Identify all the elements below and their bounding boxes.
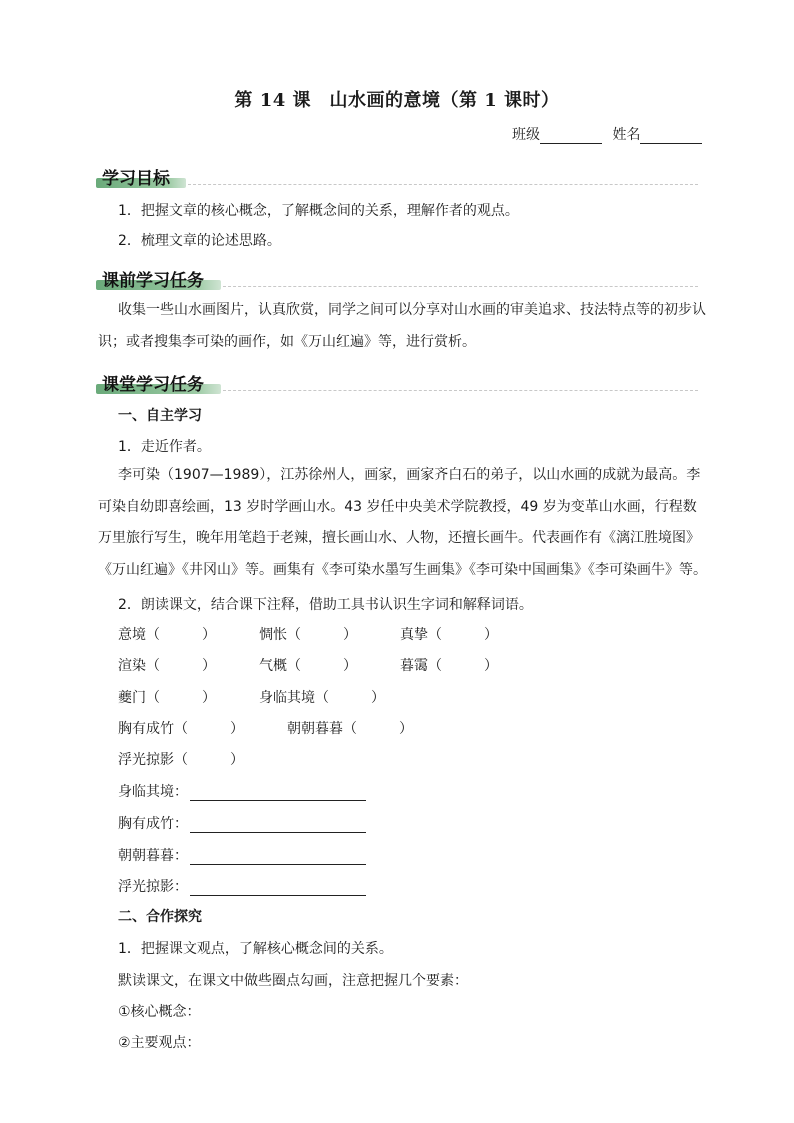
definition-row — [118, 876, 366, 896]
heading-label: 课前学习任务 — [102, 271, 204, 291]
page-title: 第 14 课 山水画的意境（第 1 课时） — [234, 90, 560, 111]
vocab-item[interactable]: 渲染（ ） — [118, 658, 216, 674]
definition-term: 身临其境： — [118, 784, 188, 800]
definition-term: 朝朝暮暮： — [118, 848, 188, 864]
definition-blank[interactable] — [190, 881, 366, 896]
goal-item: 1．把握文章的核心概念，了解概念间的关系，理解作者的观点。 — [118, 203, 519, 219]
coop-instruction: 默读课文，在课文中做些圈点勾画，注意把握几个要素： — [118, 973, 468, 989]
definition-blank[interactable] — [190, 786, 366, 801]
part1-heading: 一、自主学习 — [118, 408, 202, 424]
author-paragraph: 李可染（1907—1989），江苏徐州人，画家，画家齐白石的弟子，以山水画的成就为最高。李可染自幼即喜绘画，13 岁时学画山水。43 岁任中央美术学院教授，49 岁为变革山水画，行程数万里旅行写生，晚年用笔趋于老辣，擅长画山水、人物，还擅长画牛。代表画作有《漓江胜境图》《万山红遍》《井冈山》等。画集有《李可染水墨写生画集》《李可染中国画集》《李可染画牛》等。 — [98, 467, 707, 578]
heading-label: 课堂学习任务 — [102, 375, 204, 395]
pre-task-paragraph: 收集一些山水画图片，认真欣赏，同学之间可以分享对山水画的审美追求、技法特点等的初步认识；或者搜集李可染的画作，如《万山红遍》等，进行赏析。 — [98, 302, 706, 350]
heading-dash — [223, 286, 698, 287]
step1: 1．走近作者。 — [118, 439, 211, 455]
heading-dash — [223, 390, 698, 391]
class-blank[interactable] — [540, 129, 602, 144]
coop-main-view: ②主要观点： — [118, 1035, 201, 1051]
definition-term: 胸有成竹： — [118, 816, 188, 832]
goal-item: 2．梳理文章的论述思路。 — [118, 233, 281, 249]
vocab-item[interactable]: 意境（ ） — [118, 627, 216, 643]
vocab-item[interactable]: 气概（ ） — [259, 658, 357, 674]
vocab-item[interactable]: 暮霭（ ） — [400, 658, 498, 674]
vocab-item[interactable]: 身临其境（ ） — [259, 690, 385, 706]
definition-row — [118, 813, 366, 833]
definition-term: 浮光掠影： — [118, 879, 188, 895]
definition-blank[interactable] — [190, 818, 366, 833]
coop-core-concept: ①核心概念： — [118, 1004, 201, 1020]
part2-heading: 二、合作探究 — [118, 909, 202, 925]
step2: 2．朗读课文，结合课下注释，借助工具书认识生字词和解释词语。 — [118, 597, 533, 613]
definition-row — [118, 845, 366, 865]
vocab-item[interactable]: 胸有成竹（ ） — [118, 721, 244, 737]
name-label: 姓名 — [612, 127, 641, 143]
vocab-item[interactable]: 真挚（ ） — [400, 627, 498, 643]
vocab-item[interactable]: 朝朝暮暮（ ） — [287, 721, 413, 737]
vocab-item[interactable]: 夔门（ ） — [118, 690, 216, 706]
vocab-item[interactable]: 浮光掠影（ ） — [118, 752, 244, 768]
coop-step1: 1．把握课文观点，了解核心概念间的关系。 — [118, 941, 393, 957]
class-label: 班级 — [512, 127, 540, 143]
name-blank[interactable] — [640, 129, 702, 144]
class-name-line — [512, 124, 708, 144]
definition-blank[interactable] — [190, 850, 366, 865]
heading-dash — [188, 184, 698, 185]
vocab-item[interactable]: 惆怅（ ） — [259, 627, 357, 643]
definition-row — [118, 781, 366, 801]
heading-label: 学习目标 — [102, 169, 170, 189]
